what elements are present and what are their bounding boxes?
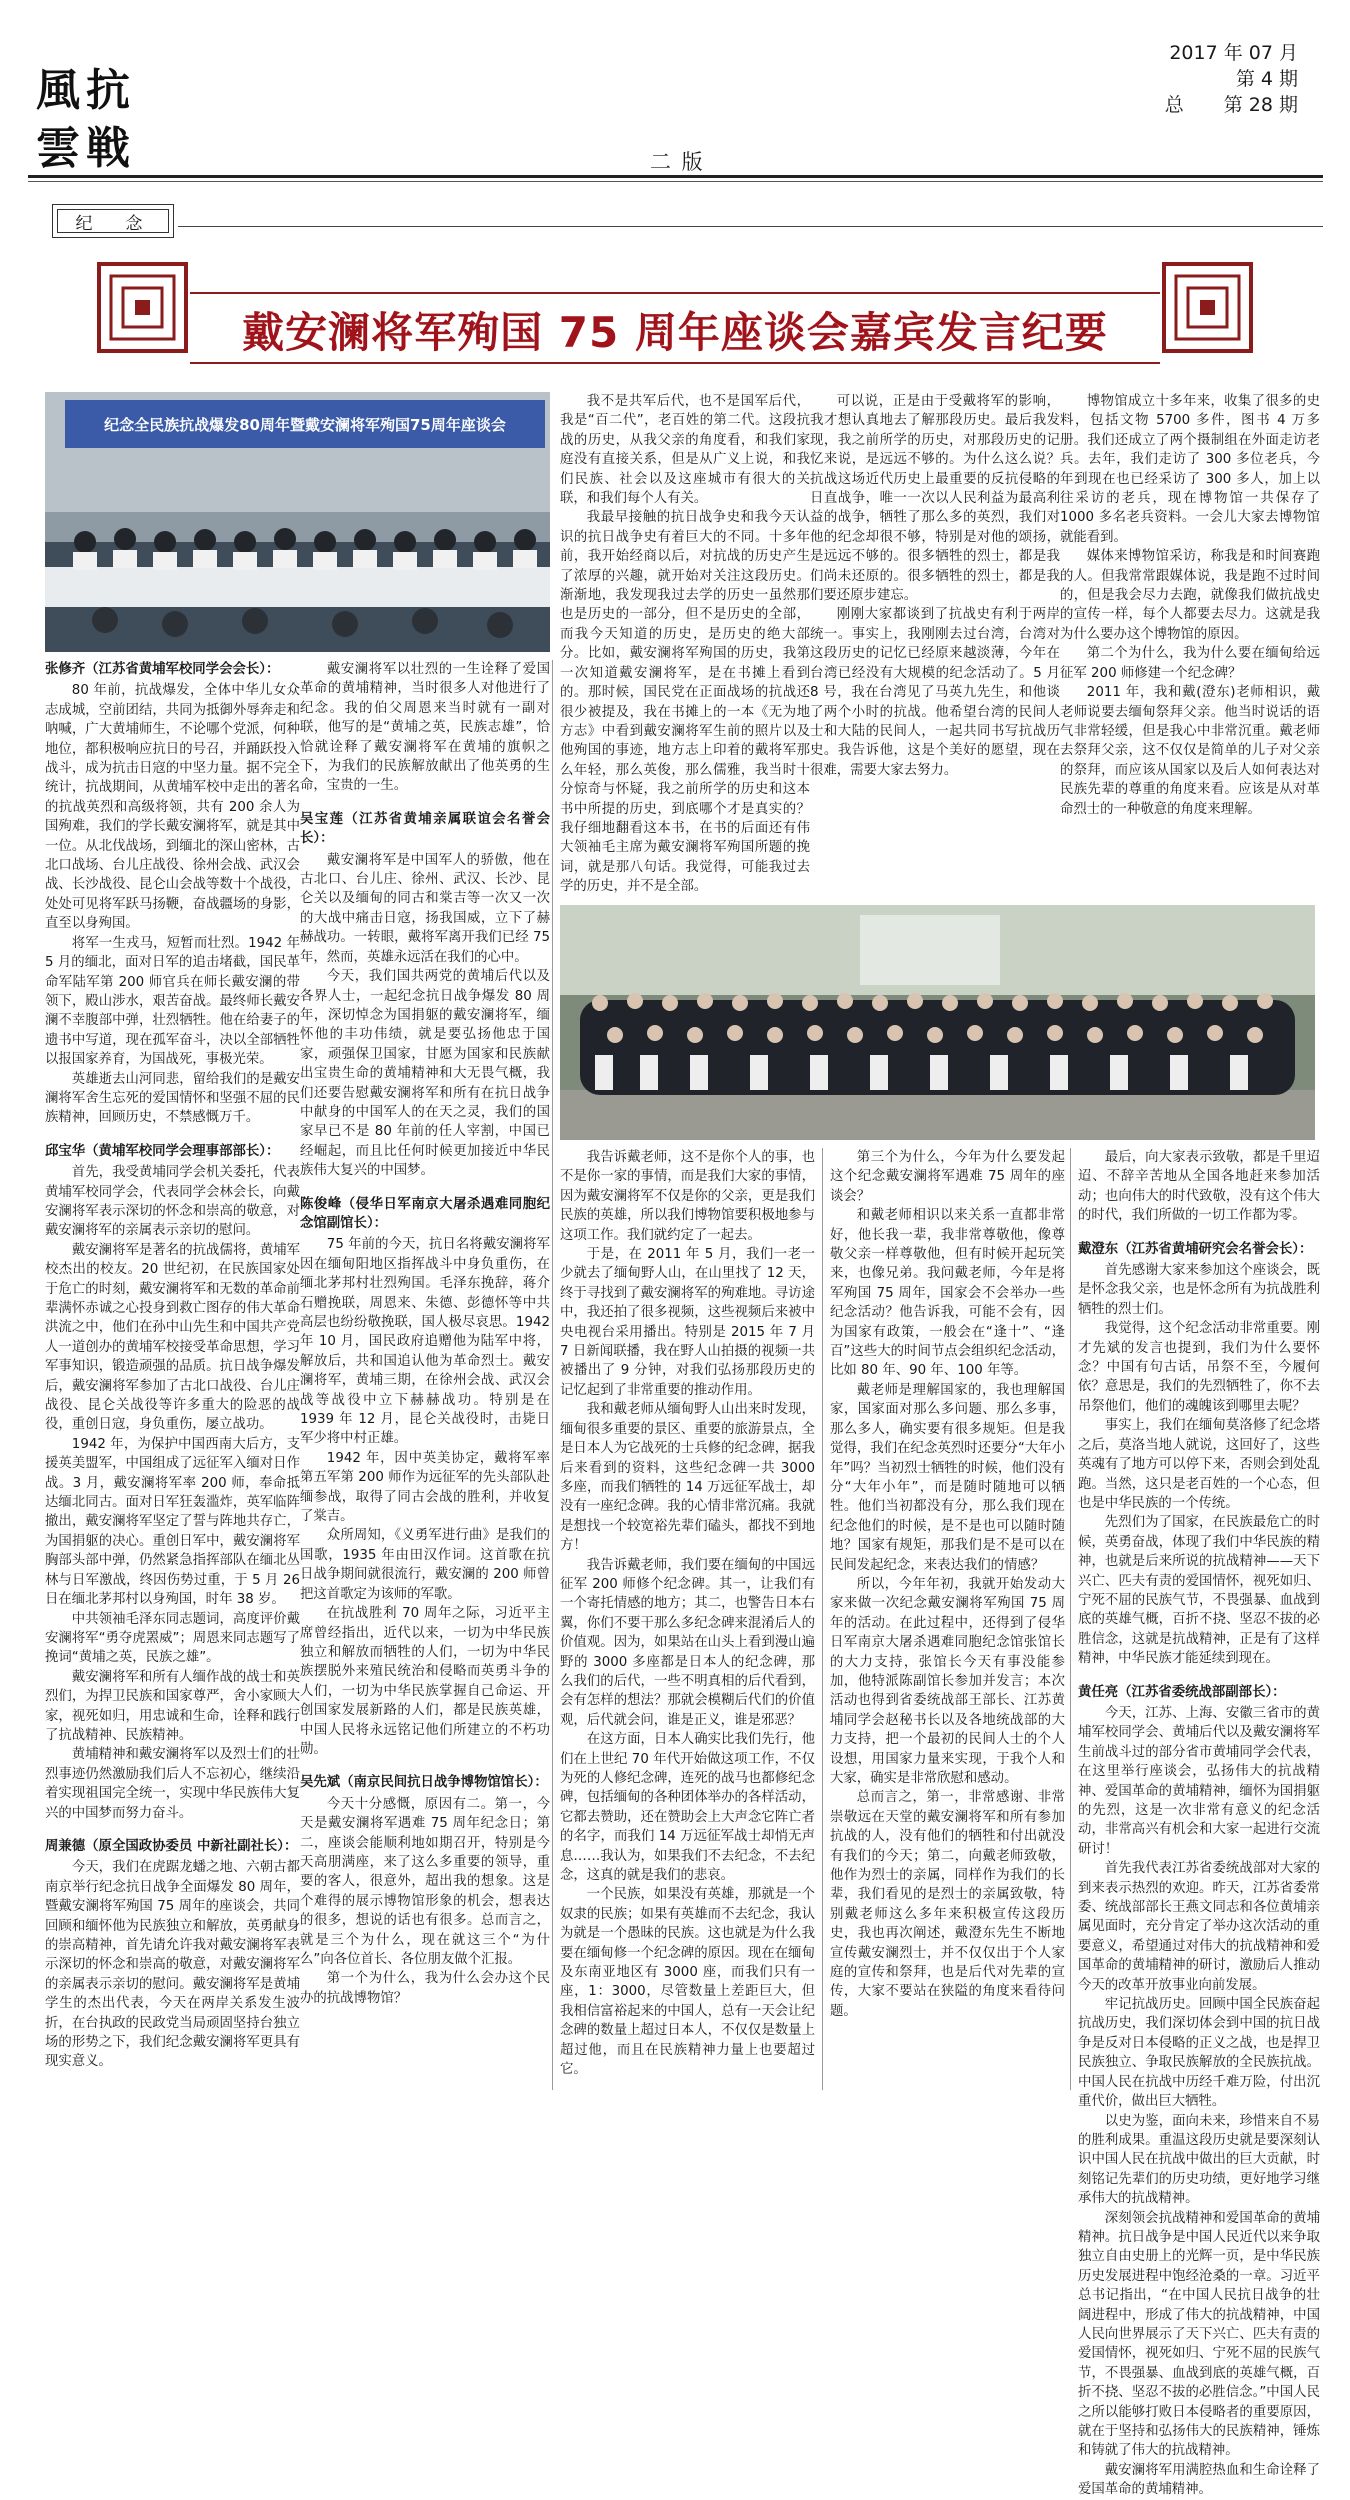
paragraph: 众所周知，《义勇军进行曲》是我们的国歌，1935 年由田汉作词。这首歌在抗日战争期间就很流行，戴安澜的 200 师曾把这首歌定为该师的军歌。 [300,1528,550,1602]
paragraph: 英雄逝去山河同悲，留给我们的是戴安澜将军舍生忘死的爱国情怀和坚强不屈的民族精神，回顾历史，不禁感慨万千。 [45,1071,300,1126]
paragraph: 我觉得，这个纪念活动非常重要。刚才先斌的发言也提到，我们为什么要怀念？中国有句古话，吊祭不至，今履何依？意思是，我们的先烈牺牲了，你不去吊祭他们，他们的魂魄该到哪里去呢？ [1078,1321,1320,1414]
paragraph: 1942 年，因中英美协定，戴将军率第五军第 200 师作为远征军的先头部队赴缅参战，取得了同古会战的胜利，并收复了棠吉。 [300,1450,550,1525]
total-issue [1165,92,1298,118]
speaker-name: 邱宝华（黄埔军校同学会理事部部长）： [45,1143,280,1159]
paragraph: 所以，今年年初，我就开始发动大家来做一次纪念戴安澜将军殉国 75 周年的活动。在此过程中，还得到了侵华日军南京大屠杀遇难同胞纪念馆张馆长的大力支持，张馆长今天有事没能参加，他特派陈副馆长参加并发言；本次活动也得到省委统战部王部长、江苏黄埔同学会赵秘书长以及各地统战部的大力支持，把一个最初的民间人士的个人设想，用国家力量来实现，于我个人和大家，确实是非常欣慰和感动。 [830,1576,1065,1786]
speaker-name: 周兼德（原全国政协委员 中新社副社长）： [45,1838,298,1854]
text-column [560,1148,815,2090]
paragraph: 博物馆成立十多年来，收集了很多的史料，包括文物 5700 多件，图书 4 万多册。我们还成立了两个摄制组在外面走访老兵。去年，我们走访了 300 多位老兵，今年到现在也已经采访了 300 多人，加上以往采访的老兵，现在博物馆一共保存了 1000 多名老兵资料。一会儿大家去博物馆就能看到。 [1060,394,1320,545]
paragraph: 2011 年，我和戴(澄东)老师相识，戴老师说要去缅甸祭拜父亲。他当时说话的语气非常轻缓，但是我心中非常沉重。戴老师去祭拜父亲，这不仅仅是简单的儿子对父亲的祭拜，而应该从国家以及后人如何表达对民族先辈的尊重的角度来看。应该是从对革命烈士的一种敬意的角度来理解。 [1060,685,1320,817]
paragraph: 第二个为什么，我为什么要在缅甸给远征军 200 师修建一个纪念碑？ [1060,646,1320,681]
total-number: 第 28 期 [1223,94,1298,116]
paragraph: 第三个为什么，今年为什么要发起这个纪念戴安澜将军遇难 75 周年的座谈会？ [830,1150,1065,1204]
text-column [560,392,810,897]
page-label: 二 版 [650,150,705,174]
svg-text:抗: 抗 [86,65,130,116]
paragraph: 可以说，正是由于受戴将军的影响，我才想认真地去了解那段历史。最后我发现，我之前所学的历史，对那段历史的记忆来说，是远远不够的。为什么这么说？抗战这场近代历史上最重要的反抗侵略的日直战争，唯一一次以人民利益为最高利益的战争，牺牲了那么多的英烈，我们对他的纪念却很不够，特别是对他的颂扬，是远远不够的。很多牺牲的烈士，都是我们尚未还原的。很多牺牲的烈士，都是我们要还原步建忘。 [810,394,1060,604]
paragraph: 我告诉戴老师，我们要在缅甸的中国远征军 200 师修个纪念碑。其一，让我们有一个寄托情感的地方；其二，也警告日本右翼，你们不要干那么多纪念碑来混淆后人的价值观。因为，如果站在山头上看到漫山遍野的 3000 多座都是日本人的纪念碑，那么我们的后代，一些不明真相的后代看到，会有怎样的想法？那就会模糊后代们的价值观，后代就会问，谁是正义，谁是邪恶？ [560,1557,815,1728]
paragraph: 媒体来博物馆采访，称我是和时间赛跑的人。但我常常跟媒体说，我是跑不过时间的，但是我会尽力去跑，就像我们做抗战史的宣传一样，每个人都要去尽力。这就是我为什么要办这个博物馆的原因。 [1060,549,1320,642]
column-divider [1070,1148,1071,2090]
column-divider [822,1148,823,2090]
paragraph: 牢记抗战历史。回顾中国全民族奋起抗战历史，我们深切体会到中国的抗日战争是反对日本侵略的正义之战，也是捍卫民族独立、争取民族解放的全民族抗战。中国人民在抗战中历经千难万险，付出沉重代价，做出巨大牺牲。 [1078,1997,1320,2110]
banner-text: 纪念全民族抗战爆发80周年暨戴安澜将军殉国75周年座谈会 [104,416,506,434]
speaker-name: 黄任亮（江苏省委统战部副部长）： [1078,1684,1286,1700]
issue-info [1165,40,1298,118]
paragraph: 戴安澜将军用满腔热血和生命诠释了爱国革命的黄埔精神。 [1078,2462,1320,2498]
paragraph: 首先我代表江苏省委统战部对大家的到来表示热烈的欢迎。昨天，江苏省委常委、统战部部长王燕文同志和各位黄埔亲属见面时，充分肯定了举办这次活动的重要意义，希望通过对伟大的抗战精神和爱国革命的黄埔精神的研讨，激励后人推动今天的改革开放事业向前发展。 [1078,1861,1320,1993]
paragraph: 我不是共军后代，也不是国军后代，我是“百二代”，老百姓的第二代。这段抗战的历史，从我父亲的角度看，和我们家庭没有直接关系，但是从广义上说，和我们民族、社会以及这座城市有很大的关联，和我们每个人有关。 [560,394,810,507]
meeting-photo [45,392,550,652]
paragraph: 在抗战胜利 70 周年之际，习近平主席曾经指出，近代以来，一切为中华民族独立和解放而牺牲的人们，一切为中华民族摆脱外来殖民统治和侵略而英勇斗争的人们，一切为中华民族掌握自己命运、开创国家发展新路的人们，都是民族英雄，中国人民将永远铭记他们所建立的不朽功勋。 [300,1606,550,1757]
paragraph: 今天十分感慨，原因有二。第一，今天是戴安澜将军遇难 75 周年纪念日；第二，座谈会能顺利地如期召开，特别是今天高朋满座，来了这么多重要的领导，重要的客人，很意外，超出我的想象。这是个难得的展示博物馆形象的机会，想表达的很多，想说的话也有很多。总而言之，就是三个为什么，现在就这三个“为什么”向各位首长、各位朋友做个汇报。 [300,1796,550,1967]
paragraph: 戴安澜将军是中国军人的骄傲，他在古北口、台儿庄、徐州、武汉、长沙、昆仑关以及缅甸的同古和棠吉等一次又一次的大战中痛击日寇，扬我国威，立下了赫赫战功。一转眼，戴将军离开我们已经 75 年，然而，英雄永远活在我们的心中。 [300,852,550,965]
paragraph: 今天，我们在虎踞龙蟠之地、六朝古都南京举行纪念抗日战争全面爆发 80 周年，暨戴安澜将军殉国 75 周年的座谈会，共同回顾和缅怀他为民族独立和解放，英勇献身的崇高精神，首先请允许我对戴安澜将军表示深切的怀念和崇高的敬意，对戴安澜将军的亲属表示亲切的慰问。戴安澜将军是黄埔学生的杰出代表，今天在两岸关系发生波折，在台执政的民政党当局顽固坚持台独立场的形势之下，我们纪念戴安澜将军更具有现实意义。 [45,1860,300,2070]
paragraph: 深刻领会抗战精神和爱国革命的黄埔精神。抗日战争是中国人民近代以来争取独立自由史册上的光辉一页，是中华民族历史发展进程中饱经沧桑的一章。习近平总书记指出，“在中国人民抗日战争的壮阔进程中，形成了伟大的抗战精神，中国人民向世界展示了天下兴亡、匹夫有责的爱国情怀，视死如归、宁死不屈的民族气节，不畏强暴、血战到底的英雄气概，百折不挠、坚忍不拔的必胜信念。”中国人民之所以能够打败日本侵略者的重要原因，就在于坚持和弘扬伟大的民族精神，锤炼和铸就了伟大的抗战精神。 [1078,2210,1320,2459]
issue-date: 2017 年 07 月 [1169,42,1298,64]
newspaper-logo [30,55,140,175]
paragraph: 于是，在 2011 年 5 月，我们一老一少就去了缅甸野人山，在山里找了 12 天，终于寻找到了戴安澜将军的殉难地。寻访途中，我还拍了很多视频，这些视频后来被中央电视台采用播出。特别是 2015 年 7 月 7 日新闻联播，我在野人山拍摄的视频一共被播出了 9 分钟，对我们弘扬那段历史的记忆起到了非常重要的推动作用。 [560,1247,815,1398]
text-column [830,1148,1065,2090]
column-divider [552,660,553,2090]
paragraph: 戴安澜将军以壮烈的一生诠释了爱国革命的黄埔精神，当时很多人对他进行了纪念。我的伯父周恩来当时就有一副对联，他写的是“黄埔之英，民族志雄”，恰恰就诠释了戴安澜将军在黄埔的旗帜之下，为我们的民族解放献出了他英勇的生命，宝贵的一生。 [300,662,550,794]
paragraph: 总而言之，第一，非常感谢、非常崇敬远在天堂的戴安澜将军和所有参加抗战的人，没有他们的牺牲和付出就没有我们的今天；第二，向戴老师致敬，他作为烈士的亲属，同样作为我们的长辈，我们看见的是烈士的亲属致敬，特别戴老师这么多年来积极宣传这段历史，我也再次阐述，戴澄东先生不断地宣传戴安澜烈士，并不仅仅出于个人家庭的宣传和祭拜，也是后代对先辈的宣传，大家不要站在狭隘的角度来看待问题。 [830,1790,1065,2019]
paragraph: 事实上，我们在缅甸莫洛修了纪念塔之后，莫洛当地人就说，这回好了，这些英魂有了地方可以停下来，否则会到处乱跑。当然，这只是老百姓的一个心态，但也是中华民族的一个传统。 [1078,1418,1320,1511]
svg-text:雲: 雲 [36,123,80,174]
paragraph: 在这方面，日本人确实比我们先行，他们在上世纪 70 年代开始做这项工作，不仅为死的人修纪念碑，连死的战马也都修纪念碑，包括缅甸的各种团体举办的各样活动，它都去赞助，还在赞助会上大声念它阵亡者的名字，而我们 14 万远征军战士却悄无声息……我认为，如果我们不去纪念，不去纪念，这真的就是我们的悲哀。 [560,1732,815,1884]
paragraph: 首先，我受黄埔同学会机关委托，代表黄埔军校同学会，代表同学会林会长，向戴安澜将军表示深切的怀念和崇高的敬意，对戴安澜将军的亲属表示亲切的慰问。 [45,1165,300,1239]
headline-rule-top [190,292,1160,294]
text-column [1078,1148,1320,2498]
group-photo [560,905,1315,1140]
section-tag-label: 纪 念 [75,213,151,234]
paragraph: 1942 年，为保护中国西南大后方，支援英美盟军，中国组成了远征军入缅对日作战。3 月，戴安澜将军率 200 师，奉命抵达缅北同古。面对日军狂轰滥炸，英军临阵撤出，戴安澜将军坚定了誓与阵地共存亡，为国捐躯的决心。重创日军中，戴安澜将军胸部头部中弹，仍然紧急指挥部队在缅北丛林与日军激战，终因伤势过重，于 5 月 26 日在缅北茅邦村以身殉国，时年 38 岁。 [45,1436,300,1608]
paragraph: 今天，江苏、上海、安徽三省市的黄埔军校同学会、黄埔后代以及戴安澜将军生前战斗过的部分省市黄埔同学会代表，在这里举行座谈会，弘扬伟大的抗战精神、爱国革命的黄埔精神，缅怀为国捐躯的先烈，这是一次非常有意义的纪念活动，非常高兴有机会和大家一起进行交流研讨！ [1078,1705,1320,1857]
section-tag [52,204,174,238]
speaker-name: 陈俊峰（侵华日军南京大屠杀遇难同胞纪念馆副馆长）： [300,1196,550,1231]
paragraph: 和戴老师相识以来关系一直都非常好，他长我一辈，我非常尊敬他，像尊敬父亲一样尊敬他，但有时候开起玩笑来，也像兄弟。我问戴老师，今年是将军殉国 75 周年，国家会不会举办一些纪念活动？他告诉我，可能不会有，因为国家有政策，一般会在“逢十”、“逢百”这些大的时间节点会组织纪念活动，比如 80 年、90 年、100 年等。 [830,1208,1065,1379]
issue-number: 第 4 期 [1235,68,1298,90]
speaker-name: 吴宝莲（江苏省黄埔亲属联谊会名誉会长）： [300,811,550,847]
svg-text:戦: 戦 [86,123,130,174]
paragraph: 戴安澜将军和所有人缅作战的战士和英烈们，为捍卫民族和国家尊严，舍小家顾大家，视死如归，用忠诚和生命，诠释和践行了抗战精神、民族精神。 [45,1669,300,1743]
paragraph: 75 年前的今天，抗日名将戴安澜将军因在缅甸阳地区指挥战斗中身负重伤，在缅北茅邦村壮烈殉国。毛泽东挽辞，蒋介石赠挽联，周恩来、朱德、彭德怀等中共高层也纷纷敬挽联，国人极尽哀思。1942 年 10 月，国民政府追赠他为陆军中将，解放后，共和国追认他为革命烈士。戴安澜将军，黄埔三期，在徐州会战、武汉会战等战役中立下赫赫战功。特别是在 1939 年 12 月，昆仑关战役时，击毙日军少将中村正雄。 [300,1237,550,1447]
headline-rule-bottom [190,362,1160,364]
paragraph: 先烈们为了国家，在民族最危亡的时候，英勇奋战，体现了我们中华民族的精神，也就是后来所说的抗战精神——天下兴亡、匹夫有责的爱国情怀，视死如归、宁死不屈的民族气节，不畏强暴、血战到底的英雄气概，百折不挠、坚忍不拔的必胜信念，这就是抗战精神，正是有了这样精神，中华民族才能延续到现在。 [1078,1515,1320,1667]
paragraph: 首先感谢大家来参加这个座谈会，既是怀念我父亲，也是怀念所有为抗战胜利牺牲的烈士们。 [1078,1263,1320,1317]
text-column [45,660,300,2090]
paragraph: 刚刚大家都谈到了抗战史有利于两岸统一。事实上，我刚刚去过台湾，台湾对这段历史的记忆已经原来越淡薄，今年在台湾已经没有大规模的纪念活动了。5 月 8 号，我在台湾见了马英九先生，和他谈了两个小时的抗战。他希望台湾的民间人士和大陆的民间人，一起共同书写抗战历史。我告诉他，这是个美好的愿望，现在很难，需要大家去努力。 [810,607,1060,778]
paragraph: 我告诉戴老师，这不是你个人的事，也不是你一家的事情，而是我们大家的事情，因为戴安澜将军不仅是你的父亲，更是我们民族的英雄，所以我们博物馆要积极地参与这项工作。我们就约定了一起去。 [560,1150,815,1243]
paragraph: 戴老师是理解国家的，我也理解国家，国家面对那么多问题、那么多事，那么多人，确实要有很多规矩。但是我觉得，我们在纪念英烈时还要分“大年小年”吗？当初烈士牺牲的时候，他们没有分“大年小年”，而是随时随地可以牺牲。他们当初都没有分，那么我们现在纪念他们的时候，是不是也可以随时随地？国家有规矩，那我们是不是可以在民间发起纪念，来表达我们的情感？ [830,1382,1065,1573]
paragraph: 黄埔精神和戴安澜将军以及烈士们的壮烈事迹仍然激励我们后人不忘初心，继续沿着实现祖国完全统一，实现中华民族伟大复兴的中国梦而努力奋斗。 [45,1747,300,1821]
paragraph: 第一个为什么，我为什么会办这个民办的抗战博物馆？ [300,1971,550,2006]
total-label: 总 [1164,94,1184,116]
svg-text:風: 風 [36,65,80,116]
speaker-name: 吴先斌（南京民间抗日战争博物馆馆长）： [300,1775,548,1791]
text-column [1060,392,1320,897]
headline: 戴安澜将军殉国 75 周年座谈会嘉宾发言纪要 [242,308,1108,357]
paragraph: 中共领袖毛泽东同志题词，高度评价戴安澜将军“勇夺虎罴威”；周恩来同志题写了挽词“黄埔之英，民族之雄”。 [45,1611,300,1666]
speaker-name: 张修齐（江苏省黄埔军校同学会会长）： [45,662,280,677]
paragraph: 80 年前，抗战爆发，全体中华儿女众志成城，空前团结，共同为抵御外辱奔走和呐喊，广大黄埔师生，不论哪个党派，何种地位，都积极响应抗日的号召，并踊跃投入战斗，成为抗击日寇的中坚力量。据不完全统计，抗战期间，从黄埔军校中走出的著名的抗战英烈和高级将领，共有 200 余人为国殉难，我们的学长戴安澜将军，就是其中一位。从北伐战场，到缅北的深山密林，古北口战场、台儿庄战役、徐州会战、武汉会战、长沙战役、昆仑山会战等数十个战役，处处可见将军跃马扬鞭，奋战疆场的身影，直至以身殉国。 [45,683,300,932]
paragraph: 最后，向大家表示致敬，都是千里迢迢、不辞辛苦地从全国各地赶来参加活动；也向伟大的时代致敬，没有这个伟大的时代，我们所做的一切工作都为零。 [1078,1150,1320,1224]
masthead-rule-thin [28,181,1323,182]
masthead-rule [28,175,1323,178]
paragraph: 戴安澜将军是著名的抗战儒将，黄埔军校杰出的校友。20 世纪初，在民族国家处于危亡的时刻，戴安澜将军和无数的革命前辈满怀赤诚之心投身到救亡图存的伟大革命洪流之中，他们在孙中山先生和中国共产党人一道创办的黄埔军校接受革命思想，学习军事知识，锻造顽强的品质。抗日战争爆发后，戴安澜将军参加了古北口战役、台儿庄战役、昆仑关战役等许多重大的险恶的战役，重创日寇，身负重伤，屡立战功。 [45,1242,300,1433]
paragraph: 我和戴老师从缅甸野人山出来时发现，缅甸很多重要的景区、重要的旅游景点，全是日本人为它战死的士兵修的纪念碑，据我后来看到的资料，这些纪念碑一共 3000 多座，而我们牺牲的 14 万远征军战士，却没有一座纪念碑。我的心情非常沉痛。我就是想找一个较宽裕先辈们磕头，都找不到地方！ [560,1402,815,1554]
text-column [810,392,1060,897]
paragraph: 将军一生戎马，短暂而壮烈。1942 年 5 月的缅北，面对日军的追击堵截，国民革命军陆军第 200 师官兵在师长戴安澜的带领下，殿山涉水，艰苦奋战。最终师长戴安澜不幸腹部中弹，壮烈牺牲。他在给妻子的遗书中写道，现在孤军奋斗，决以全部牺牲以报国家养育，为国战死，事极光荣。 [45,935,300,1068]
paragraph: 一个民族，如果没有英雄，那就是一个奴隶的民族；如果有英雄而不去纪念，我认为就是一个愚昧的民族。这也就是为什么我要在缅甸修一个纪念碑的原因。现在在缅甸及东南亚地区有 3000 座，而我们只有一座，1：3000，尽管数量上差距巨大，但我相信富裕起来的中国人，总有一天会让纪念碑的数量上超过日本人，不仅仅是数量上超过他，而且在民族精神力量上也要超过它。 [560,1887,815,2078]
paragraph: 我最早接触的抗日战争史和我今天认识的抗日战争史有着巨大的不同。十多年前，我开始经商以后，对抗战的历史产生了浓厚的兴趣，就开始对关注这段历史。渐渐地，我发现我过去学的历史一虽然那也是历史的一部分，但不是历史的全部，而我今天知道的历史，是历史的绝大部分。比如，戴安澜将军殉国的历史，我第一次知道戴安澜将军，是在书摊上看到的。那时候，国民党在正面战场的抗战还很少被提及，我在书摊上的一本《无为地方志》中看到戴安澜将军生前的照片以及他殉国的事迹，地方志上印着的戴将军那么年轻，那么英俊，那么儒雅，我当时十分惊奇与怀疑，我之前所学的历史和这本书中所提的历史，到底哪个才是真实的？我仔细地翻看这本书，在书的后面还有伟大领袖毛主席为戴安澜将军殉国所题的挽词，就是那八句话。我觉得，可能我过去学的历史，并不是全部。 [560,510,810,895]
section-line [178,226,1323,227]
paragraph: 以史为鉴，面向未来，珍惜来自不易的胜利成果。重温这段历史就是要深刻认识中国人民在抗战中做出的巨大贡献，时刻铭记先辈们的历史功绩，更好地学习继承伟大的抗战精神。 [1078,2113,1320,2207]
speaker-name: 戴澄东（江苏省黄埔研究会名誉会长）： [1078,1241,1313,1257]
paragraph: 今天，我们国共两党的黄埔后代以及各界人士，一起纪念抗日战争爆发 80 周年，深切悼念为国捐躯的戴安澜将军，缅怀他的丰功伟绩，就是要弘扬他忠于国家，顽强保卫国家，甘愿为国家和民族献出宝贵生命的黄埔精神和大无畏气概，我们还要告慰戴安澜将军和所有在抗日战争中献身的中国军人的在天之灵，我们的国家早已不是 80 年前的任人宰割，中国已经崛起，而且比任何时候更加接近中华民族伟大复兴的中国梦。 [300,969,550,1179]
text-column [300,660,550,2090]
